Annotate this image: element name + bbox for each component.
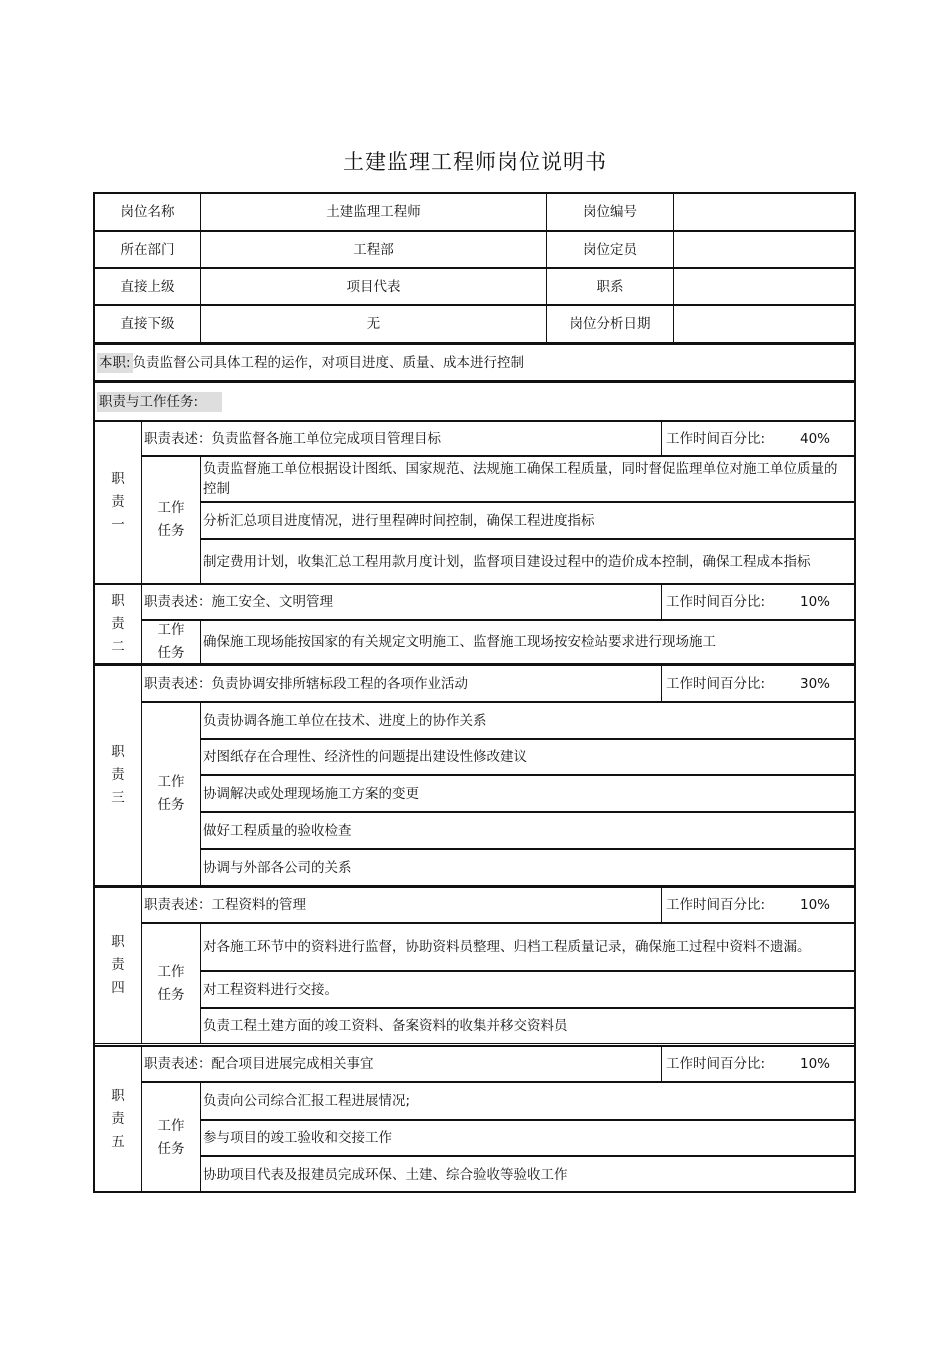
task-item: 对各施工环节中的资料进行监督，协助资料员整理、归档工程质量记录，确保施工过程中资料不遗漏。 [200, 923, 855, 971]
duty-statement: 职责表述：配合项目进展完成相关事宜 [141, 1045, 662, 1082]
duty-name-char: 职 [111, 592, 125, 609]
task-label-line: 工作 [157, 774, 185, 790]
task-label-line: 任务 [157, 523, 185, 539]
time-percent-label: 工作时间百分比: [666, 430, 766, 447]
task-item: 确保施工现场能按国家的有关规定文明施工、监督施工现场按安检站要求进行现场施工 [200, 620, 855, 664]
info-value-cell: 土建监理工程师 [200, 193, 547, 231]
task-label-cell [141, 702, 201, 886]
task-item: 负责工程土建方面的竣工资料、备案资料的收集并移交资料员 [200, 1008, 855, 1044]
info-label-cell: 直接上级 [94, 268, 201, 305]
info-value-cell: 无 [200, 305, 547, 343]
duties-header-label: 职责与工作任务: [97, 392, 222, 412]
info-label-cell: 直接下级 [94, 305, 201, 343]
duty-name-cell [94, 1045, 142, 1193]
time-percent-cell [661, 583, 855, 620]
info-label-cell: 岗位分析日期 [546, 305, 674, 343]
info-value-cell: 项目代表 [200, 268, 547, 305]
task-label-line: 工作 [157, 622, 185, 638]
duty-name-cell [94, 583, 142, 664]
info-value-cell [673, 231, 855, 268]
task-label-cell [141, 456, 201, 584]
task-label-cell [141, 1082, 201, 1193]
time-percent-label: 工作时间百分比: [666, 594, 766, 610]
task-item: 对工程资料进行交接。 [200, 971, 855, 1008]
duty-name-cell [94, 421, 142, 584]
task-item: 负责协调各施工单位在技术、进度上的协作关系 [200, 702, 855, 739]
info-label-cell: 职系 [546, 268, 674, 305]
duty-name-cell [94, 664, 142, 886]
duty-name-char: 职 [111, 471, 125, 487]
time-percent-value: 30% [799, 675, 830, 692]
duty-name-char: 二 [111, 638, 125, 655]
duty-name-char: 责 [111, 1111, 125, 1127]
time-percent-value: 10% [799, 897, 830, 913]
info-value-cell [673, 193, 855, 231]
info-label-cell: 岗位定员 [546, 231, 674, 268]
task-item: 参与项目的竣工验收和交接工作 [200, 1120, 855, 1156]
task-item: 分析汇总项目进度情况，进行里程碑时间控制，确保工程进度指标 [200, 502, 855, 539]
duties-header-row [94, 381, 855, 421]
time-percent-cell [661, 664, 855, 702]
duty-name-char: 五 [111, 1134, 125, 1150]
duty-statement: 职责表述：工程资料的管理 [141, 886, 662, 923]
task-item: 制定费用计划，收集汇总工程用款月度计划，监督项目建设过程中的造价成本控制，确保工程成本指标 [200, 539, 855, 584]
duty-name-char: 职 [111, 934, 125, 950]
time-percent-cell [661, 1045, 855, 1082]
time-percent-value: 10% [799, 594, 830, 610]
task-item: 协助项目代表及报建员完成环保、土建、综合验收等验收工作 [200, 1156, 855, 1193]
duty-statement: 职责表述：施工安全、文明管理 [141, 583, 662, 620]
task-label-line: 任务 [157, 645, 185, 661]
duty-name-char: 责 [111, 494, 125, 510]
duty-name-char: 四 [111, 980, 125, 996]
core-duty-text: 负责监督公司具体工程的运作，对项目进度、质量、成本进行控制 [132, 354, 525, 371]
duty-name-char: 三 [111, 790, 125, 806]
info-label-cell: 岗位编号 [546, 193, 674, 231]
task-item: 协调解决或处理现场施工方案的变更 [200, 775, 855, 812]
duty-name-char: 一 [111, 517, 125, 533]
task-label-line: 任务 [157, 986, 185, 1003]
task-label-line: 任务 [157, 1140, 185, 1157]
time-percent-label: 工作时间百分比: [666, 1056, 766, 1072]
duty-statement: 职责表述：负责监督各施工单位完成项目管理目标 [141, 421, 662, 456]
time-percent-label: 工作时间百分比: [666, 675, 766, 692]
task-label-line: 任务 [157, 797, 185, 813]
core-duty-label: 本职: [99, 354, 131, 371]
task-item: 协调与外部各公司的关系 [200, 849, 855, 886]
time-percent-cell [661, 886, 855, 923]
task-item: 负责向公司综合汇报工程进展情况; [200, 1082, 855, 1120]
duty-statement: 职责表述：负责协调安排所辖标段工程的各项作业活动 [141, 664, 662, 702]
task-label-line: 工作 [157, 500, 185, 516]
info-label-cell: 岗位名称 [94, 193, 201, 231]
time-percent-value: 10% [799, 1056, 830, 1072]
duty-name-char: 责 [111, 957, 125, 973]
core-duty-row [94, 343, 855, 381]
duty-name-char: 责 [111, 767, 125, 783]
task-label-cell [141, 923, 201, 1044]
time-percent-cell [661, 421, 855, 456]
duty-name-char: 责 [111, 615, 125, 632]
time-percent-label: 工作时间百分比: [666, 897, 766, 913]
info-value-cell [673, 268, 855, 305]
task-label-line: 工作 [157, 1117, 185, 1134]
info-value-cell: 工程部 [200, 231, 547, 268]
task-item: 对图纸存在合理性、经济性的问题提出建设性修改建议 [200, 739, 855, 775]
duty-name-cell [94, 886, 142, 1044]
time-percent-value: 40% [799, 430, 830, 447]
task-label-cell [141, 620, 201, 664]
task-item: 做好工程质量的验收检查 [200, 812, 855, 849]
duty-name-char: 职 [111, 1088, 125, 1104]
task-label-line: 工作 [157, 963, 185, 980]
duty-name-char: 职 [111, 744, 125, 760]
task-item: 负责监督施工单位根据设计图纸、国家规范、法规施工确保工程质量，同时督促监理单位对施工单位质量的控制 [200, 456, 855, 502]
info-label-cell: 所在部门 [94, 231, 201, 268]
document-title: 土建监理工程师岗位说明书 [343, 150, 607, 174]
info-value-cell [673, 305, 855, 343]
